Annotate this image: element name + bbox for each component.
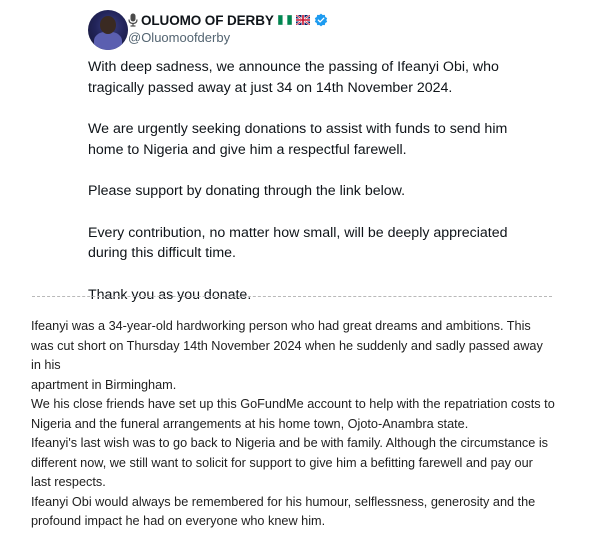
microphone-icon xyxy=(128,13,138,27)
fundraiser-description xyxy=(31,317,555,532)
avatar[interactable] xyxy=(88,10,128,50)
author-display-name[interactable]: OLUOMO OF DERBY xyxy=(141,12,274,28)
avatar-figure-body xyxy=(94,32,122,50)
author-handle[interactable]: @Oluomoofderby xyxy=(128,30,231,45)
description-line: Ifeanyi was a 34-year-old hardworking person who had great dreams and ambitions. This was cut short on Thursday 14th November 2024 when he suddenly and sadly passed away in his xyxy=(31,319,543,372)
description-line: Ifeanyi Obi would always be remembered for his humour, selflessness, generosity and the profound impact he had on everyone who knew him. xyxy=(31,494,536,528)
verified-badge-icon xyxy=(314,13,328,27)
tweet-paragraph: Thank you as you donate. xyxy=(88,286,252,303)
tweet-header xyxy=(128,12,328,46)
tweet-body xyxy=(88,57,538,326)
uk-flag-icon xyxy=(296,15,310,25)
tweet-paragraph: With deep sadness, we announce the passing of Ifeanyi Obi, who tragically passed away at just 34 on 14th November 2024. xyxy=(88,59,499,96)
description-line: We his close friends have set up this GoFundMe account to help with the repatriation costs to Nigeria and the funeral arrangements at his home town, Ojoto-Anambra state. xyxy=(31,397,555,431)
description-line: Ifeanyi's last wish was to go back to Nigeria and be with family. Although the circumstance is different now, we still want to solicit for support to give him a befitting farewell and pay our last respects. xyxy=(31,436,548,489)
tweet-paragraph: Every contribution, no matter how small, will be deeply appreciated during this difficult time. xyxy=(88,224,508,261)
avatar-figure-face xyxy=(100,16,116,34)
nigeria-flag-icon xyxy=(278,15,292,25)
tweet-paragraph: Please support by donating through the link below. xyxy=(88,183,406,199)
tweet-paragraph: We are urgently seeking donations to assist with funds to send him home to Nigeria and give him a respectful farewell. xyxy=(88,121,508,158)
section-divider xyxy=(32,296,552,297)
description-line: apartment in Birmingham. xyxy=(31,377,177,392)
author-name-row xyxy=(128,12,328,28)
